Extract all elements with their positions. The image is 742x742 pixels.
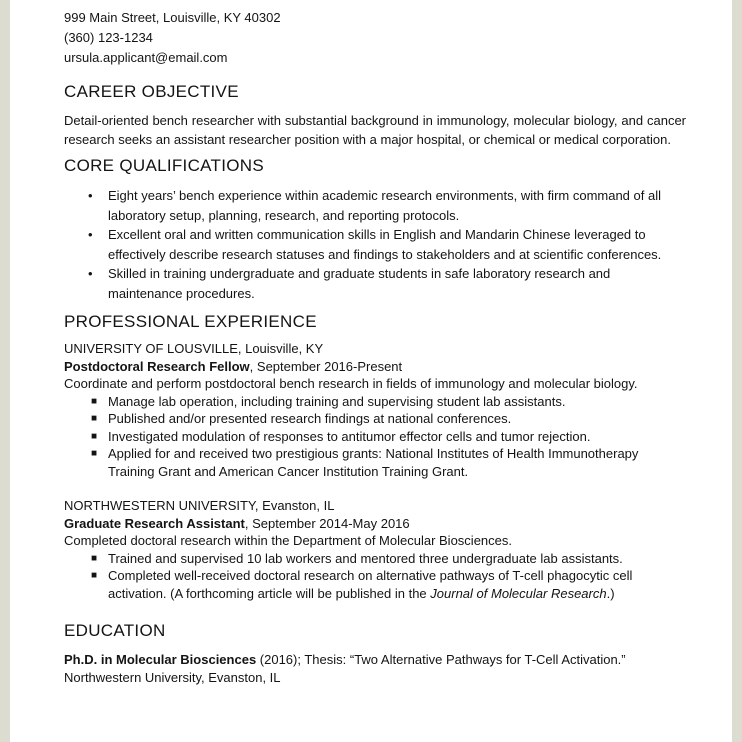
job-title-line bbox=[64, 515, 686, 533]
square-marker: ■ bbox=[91, 395, 98, 407]
education-heading: EDUCATION bbox=[64, 621, 166, 640]
qualifications-list bbox=[64, 186, 686, 303]
contact-address: 999 Main Street, Louisville, KY 40302 bbox=[64, 10, 281, 25]
resume-page bbox=[10, 0, 732, 742]
degree-details: (2016); Thesis: “Two Alternative Pathways for T-Cell Activation.” bbox=[256, 652, 626, 667]
resume-content bbox=[64, 8, 686, 686]
square-marker: ■ bbox=[91, 448, 98, 459]
qualification-item: • Eight years’ bench experience within academic research environments, with firm command of all laboratory setup, planning, research, and reporting protocols. bbox=[88, 188, 661, 223]
square-marker: ■ bbox=[91, 552, 98, 564]
job-dates: , September 2014-May 2016 bbox=[244, 515, 410, 531]
journal-title: Journal of Molecular Research bbox=[430, 585, 607, 601]
career-objective-text: Detail-oriented bench researcher with substantial background in immunology, molecular biology, and cancer research seeks an assistant researcher position with a major hospital, or chemical or medical corporation. bbox=[64, 113, 686, 147]
job-organization: UNIVERSITY OF LOUSVILLE, Louisville, KY bbox=[64, 341, 324, 356]
bullet-marker: • bbox=[88, 188, 93, 203]
school: Northwestern University, Evanston, IL bbox=[64, 669, 281, 685]
career-objective-heading: CAREER OBJECTIVE bbox=[64, 82, 239, 101]
job-entry bbox=[64, 497, 686, 602]
square-marker: ■ bbox=[91, 413, 98, 424]
qualification-item: • Excellent oral and written communication skills in English and Mandarin Chinese leveraged to effectively describe research statuses and findings to stakeholders and at scientific conferences. bbox=[88, 227, 662, 262]
degree-line bbox=[64, 651, 686, 669]
job-title-line bbox=[64, 358, 686, 376]
contact-email: ursula.applicant@email.com bbox=[64, 50, 228, 65]
job-bullet: ■ Completed well-received doctoral research on alternative pathways of T-cell phagocytic cell activation. (A forthcoming article will be published in the Journal of Molecular Research.) bbox=[91, 568, 633, 601]
contact-phone: (360) 123-1234 bbox=[64, 30, 153, 45]
bullet-marker: • bbox=[88, 266, 93, 281]
degree: Ph.D. in Molecular Biosciences bbox=[64, 652, 257, 667]
job-bullet: ■ Published and/or presented research findings at national conferences. bbox=[91, 411, 512, 426]
square-marker: ■ bbox=[91, 570, 98, 581]
job-bullet: ■ Applied for and received two prestigious grants: National Institutes of Health Immunotherapy Training Grant and American Cancer Institution Training Grant. bbox=[91, 446, 639, 479]
job-entry bbox=[64, 340, 686, 480]
job-bullet: ■ Trained and supervised 10 lab workers and mentored three undergraduate lab assistants. bbox=[91, 550, 623, 566]
professional-experience-heading: PROFESSIONAL EXPERIENCE bbox=[64, 312, 317, 331]
job-bullet: ■ Manage lab operation, including training and supervising student lab assistants. bbox=[91, 393, 566, 409]
education-entry bbox=[64, 651, 686, 686]
bullet-marker: • bbox=[88, 227, 93, 242]
job-title: Postdoctoral Research Fellow bbox=[64, 358, 250, 374]
core-qualifications-heading: CORE QUALIFICATIONS bbox=[64, 156, 264, 175]
job-summary: Coordinate and perform postdoctoral bench research in fields of immunology and molecular biology. bbox=[64, 376, 638, 391]
job-bullet: ■ Investigated modulation of responses to antitumor effector cells and tumor rejection. bbox=[91, 428, 591, 444]
job-organization: NORTHWESTERN UNIVERSITY, Evanston, IL bbox=[64, 498, 335, 513]
job-dates: , September 2016-Present bbox=[249, 358, 403, 374]
qualification-item: • Skilled in training undergraduate and graduate students in safe laboratory research and maintenance procedures. bbox=[88, 266, 611, 301]
square-marker: ■ bbox=[91, 430, 98, 442]
job-title: Graduate Research Assistant bbox=[64, 515, 245, 531]
job-summary: Completed doctoral research within the Department of Molecular Biosciences. bbox=[64, 533, 512, 548]
